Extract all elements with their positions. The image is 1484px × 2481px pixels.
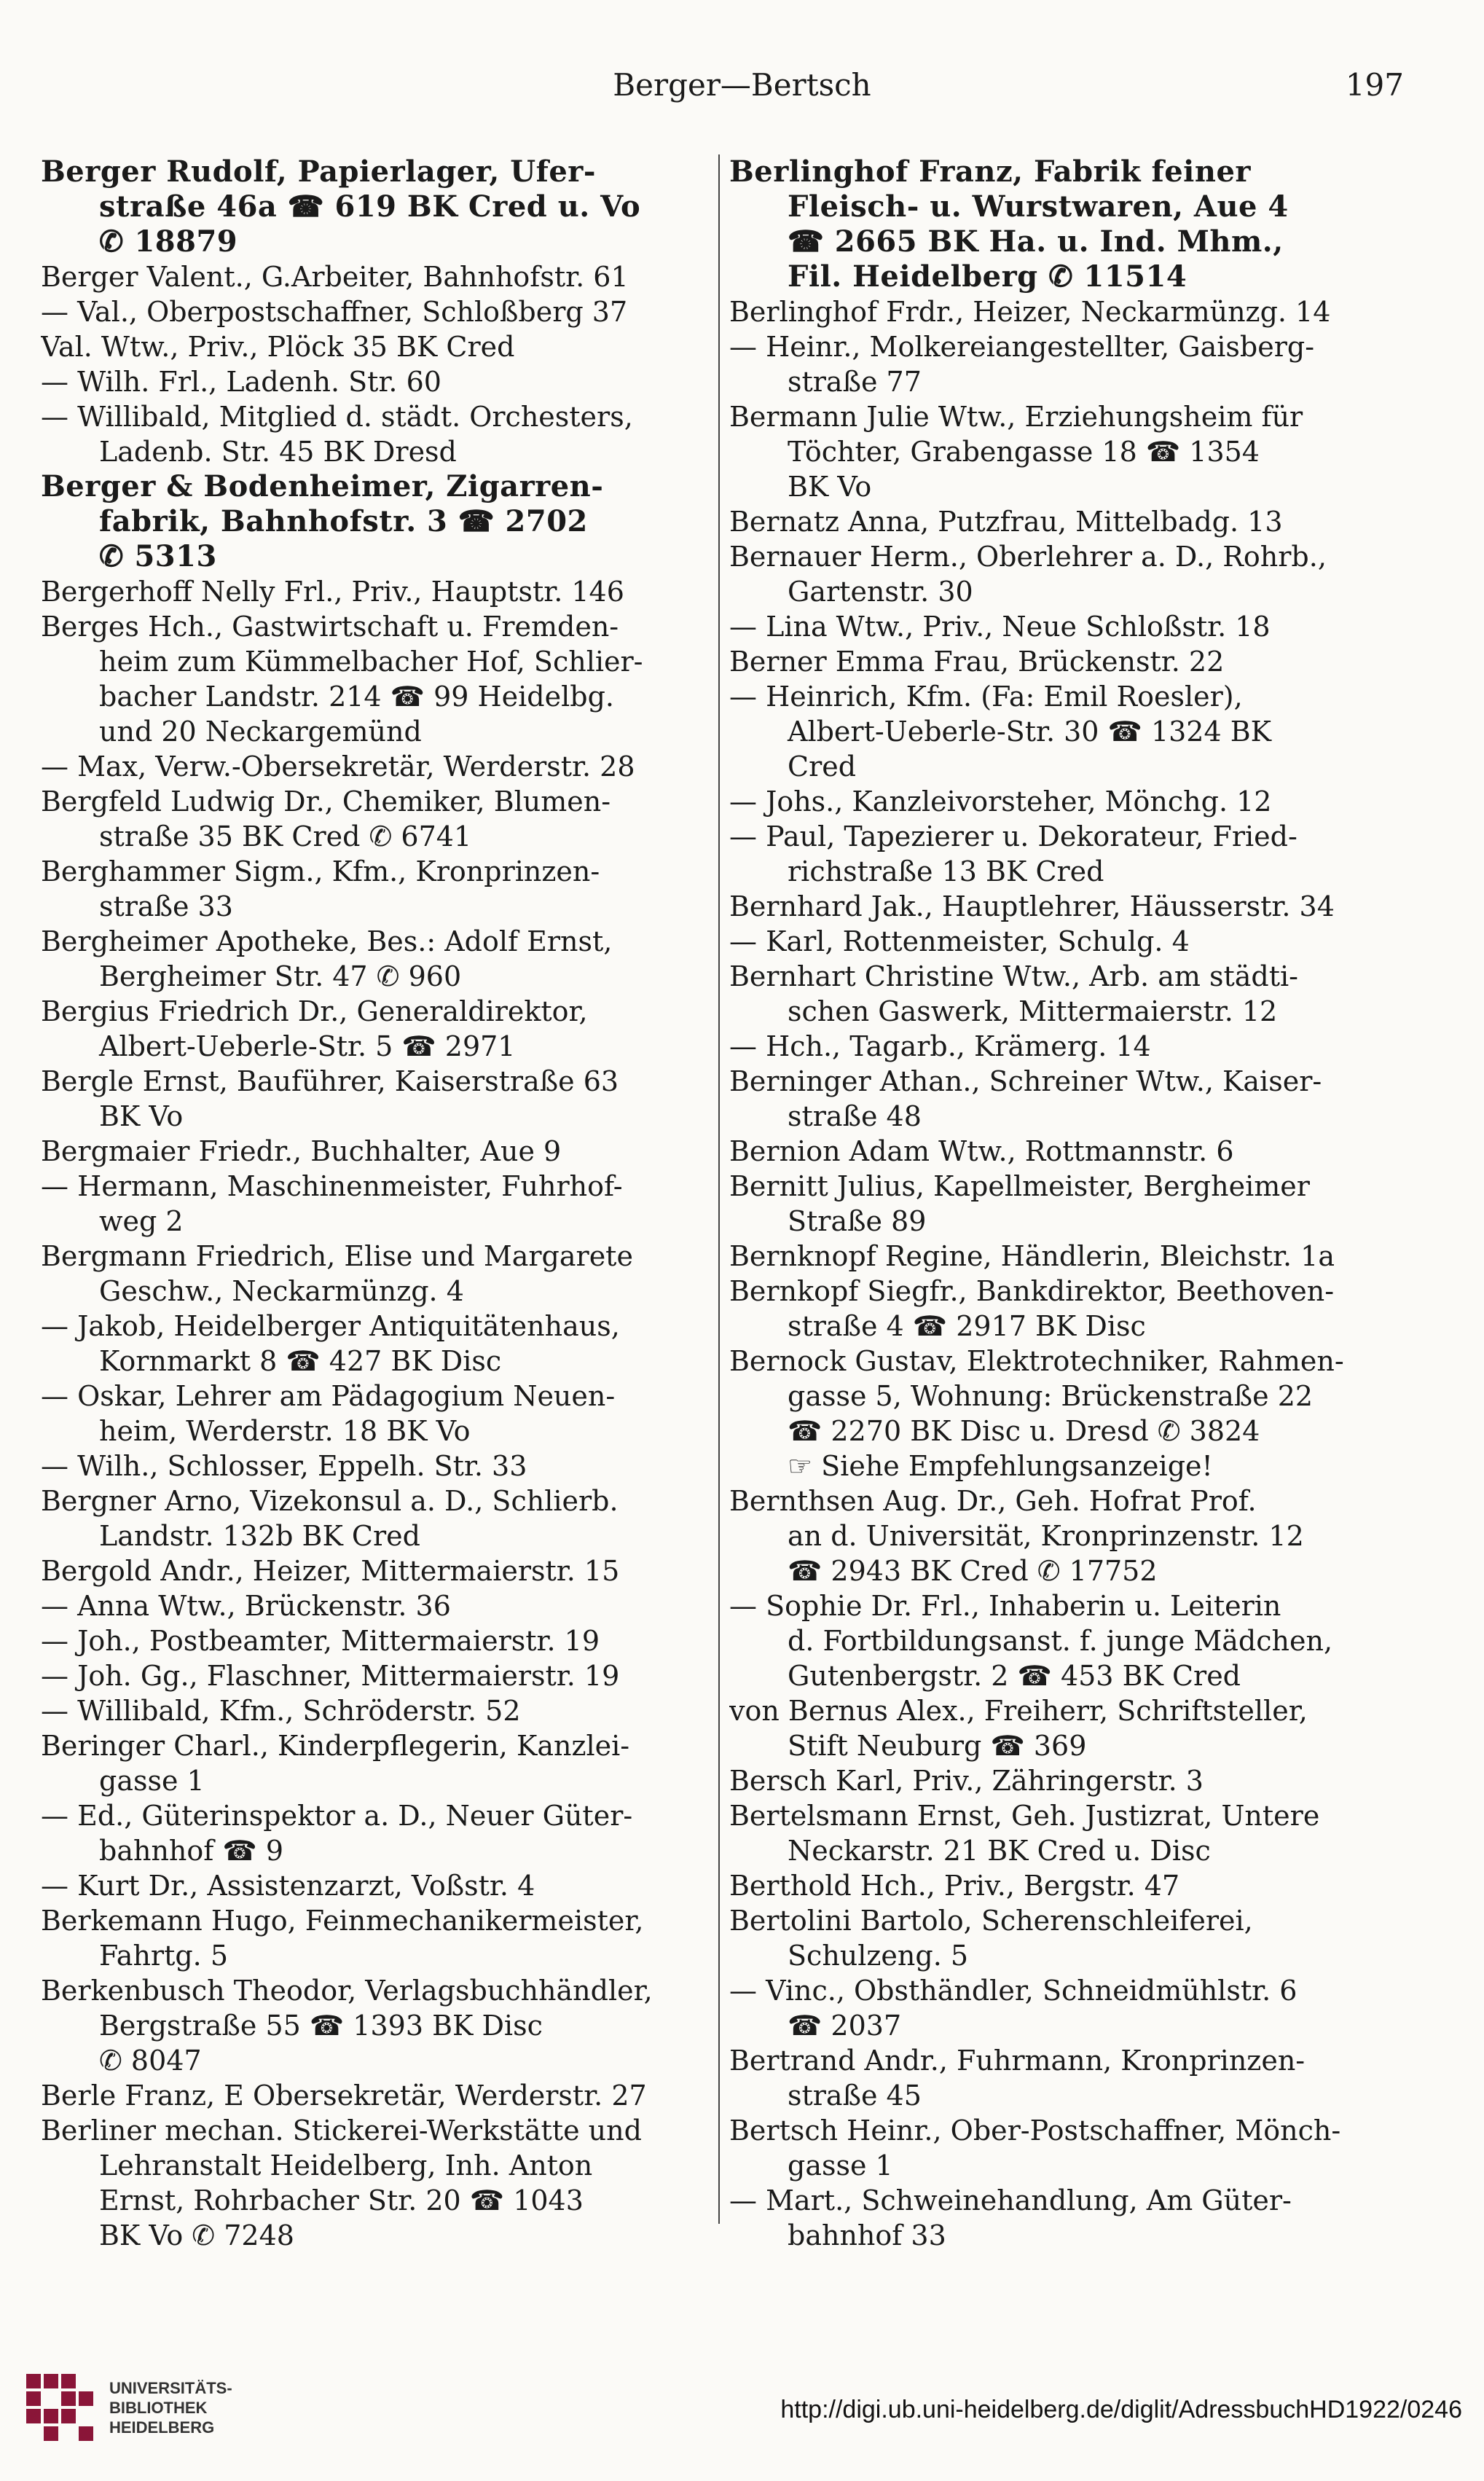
entry-line: Albert-Ueberle-Str. 5 ☎ 2971	[99, 1030, 516, 1062]
directory-entry	[41, 1064, 718, 1134]
entry-line: straße 4 ☎ 2917 BK Disc	[788, 1310, 1146, 1342]
entry-line: — Kurt Dr., Assistenzarzt, Voßstr. 4	[41, 1870, 535, 1902]
directory-entry	[729, 1029, 1356, 1064]
directory-entry	[41, 1449, 718, 1483]
directory-entry	[729, 644, 1356, 679]
logo-square	[79, 2391, 93, 2406]
directory-entry	[41, 294, 718, 329]
entry-line: ☎ 2943 BK Cred ✆ 17752	[788, 1555, 1158, 1587]
source-url-link[interactable]: http://digi.ub.uni-heidelberg.de/diglit/AdressbuchHD1922/0246	[780, 2396, 1462, 2423]
entry-line: Bernock Gustav, Elektrotechniker, Rahmen-	[729, 1345, 1344, 1377]
entry-line: fabrik, Bahnhofstr. 3 ☎ 2702	[99, 504, 588, 538]
entry-line: Bertrand Andr., Fuhrmann, Kronprinzen-	[729, 2045, 1306, 2077]
entry-line: schen Gaswerk, Mittermaierstr. 12	[788, 995, 1278, 1027]
entry-line: Stift Neuburg ☎ 369	[788, 1730, 1087, 1762]
entry-line: Bergfeld Ludwig Dr., Chemiker, Blumen-	[41, 785, 611, 818]
directory-entry	[729, 1798, 1356, 1868]
directory-entry	[729, 679, 1356, 784]
directory-entry	[41, 784, 718, 854]
entry-line: heim, Werderstr. 18 BK Vo	[99, 1415, 471, 1447]
entry-line: bahnhof 33	[788, 2219, 946, 2251]
entry-line: Bergius Friedrich Dr., Generaldirektor,	[41, 995, 588, 1027]
page-title: Berger—Bertsch	[613, 67, 871, 103]
entry-line: Bergle Ernst, Bauführer, Kaiserstraße 63	[41, 1065, 619, 1097]
entry-line: Berliner mechan. Stickerei-Werkstätte und	[41, 2114, 642, 2147]
entry-line: — Vinc., Obsthändler, Schneidmühlstr. 6	[729, 1975, 1297, 2007]
entry-line: Bernkopf Siegfr., Bankdirektor, Beethoven-	[729, 1275, 1335, 1307]
entry-line: — Johs., Kanzleivorsteher, Mönchg. 12	[729, 785, 1272, 818]
entry-line: — Wilh., Schlosser, Eppelh. Str. 33	[41, 1450, 527, 1482]
entry-line: — Paul, Tapezierer u. Dekorateur, Fried-	[729, 820, 1297, 853]
entry-line: Berthold Hch., Priv., Bergstr. 47	[729, 1870, 1180, 1902]
entry-line: bahnhof ☎ 9	[99, 1835, 284, 1867]
directory-entry	[41, 574, 718, 609]
entry-line: — Ed., Güterinspektor a. D., Neuer Güter-	[41, 1800, 633, 1832]
entry-line: Bersch Karl, Priv., Zähringerstr. 3	[729, 1765, 1204, 1797]
entry-line: — Heinrich, Kfm. (Fa: Emil Roesler),	[729, 681, 1243, 713]
entry-line: Lehranstalt Heidelberg, Inh. Anton	[99, 2149, 593, 2182]
entry-line: Bermann Julie Wtw., Erziehungsheim für	[729, 401, 1303, 433]
directory-entry	[41, 1169, 718, 1239]
entry-line: Cred	[788, 750, 857, 783]
entry-line: Ernst, Rohrbacher Str. 20 ☎ 1043	[99, 2184, 584, 2217]
entry-line: Berghammer Sigm., Kfm., Kronprinzen-	[41, 855, 600, 887]
directory-entry	[41, 1903, 718, 1973]
entry-line: Straße 89	[788, 1205, 927, 1237]
directory-entry	[41, 1134, 718, 1169]
page-number: 197	[1345, 67, 1404, 103]
directory-entry	[729, 2113, 1356, 2183]
entry-line: Val. Wtw., Priv., Plöck 35 BK Cred	[41, 331, 515, 363]
entry-line: Bernauer Herm., Oberlehrer a. D., Rohrb.,	[729, 541, 1327, 573]
entry-line: — Karl, Rottenmeister, Schulg. 4	[729, 925, 1190, 957]
logo-square	[26, 2374, 41, 2388]
entry-line: — Sophie Dr. Frl., Inhaberin u. Leiterin	[729, 1590, 1281, 1622]
entry-line: an d. Universität, Kronprinzenstr. 12	[788, 1520, 1304, 1552]
entry-line: Bergner Arno, Vizekonsul a. D., Schlierb.	[41, 1485, 619, 1517]
directory-entry	[729, 1344, 1356, 1483]
directory-entry	[41, 259, 718, 294]
entry-line: straße 45	[788, 2080, 922, 2112]
column-divider	[718, 154, 720, 2224]
entry-line: ✆ 8047	[99, 2045, 202, 2077]
entry-line: Bernion Adam Wtw., Rottmannstr. 6	[729, 1135, 1234, 1167]
directory-entry	[729, 959, 1356, 1029]
entry-line: gasse 1	[788, 2149, 893, 2182]
entry-line: — Joh. Gg., Flaschner, Mittermaierstr. 19	[41, 1660, 620, 1692]
entry-line: gasse 1	[99, 1765, 205, 1797]
logo-square	[61, 2409, 76, 2423]
directory-entry	[41, 994, 718, 1064]
entry-line: ☎ 2037	[788, 2010, 902, 2042]
directory-entry	[41, 1973, 718, 2078]
entry-line: Bernhard Jak., Hauptlehrer, Häusserstr. 34	[729, 890, 1335, 922]
entry-line: Bergmann Friedrich, Elise und Margarete	[41, 1240, 633, 1272]
entry-line: BK Vo ✆ 7248	[99, 2219, 294, 2251]
entry-line: Töchter, Grabengasse 18 ☎ 1354	[788, 436, 1260, 468]
entry-line: Schulzeng. 5	[788, 1940, 969, 1972]
directory-entry	[41, 1483, 718, 1553]
directory-entry	[41, 2078, 718, 2113]
entry-line: Bernhart Christine Wtw., Arb. am städti-	[729, 960, 1298, 992]
directory-entry	[41, 1623, 718, 1658]
entry-line: straße 33	[99, 890, 233, 922]
entry-line: — Heinr., Molkereiangestellter, Gaisberg-	[729, 331, 1315, 363]
directory-entry	[41, 1309, 718, 1379]
entry-line: Bernknopf Regine, Händlerin, Bleichstr. 1a	[729, 1240, 1335, 1272]
logo-square	[26, 2391, 41, 2406]
entry-line: gasse 5, Wohnung: Brückenstraße 22	[788, 1380, 1314, 1412]
left-column	[41, 154, 718, 2253]
directory-entry	[41, 1868, 718, 1903]
entry-line: — Willibald, Mitglied d. städt. Orchesters,	[41, 401, 633, 433]
entry-line: — Max, Verw.-Obersekretär, Werderstr. 28	[41, 750, 635, 783]
logo-square	[44, 2409, 58, 2423]
directory-entry	[41, 924, 718, 994]
entry-line: Bernatz Anna, Putzfrau, Mittelbadg. 13	[729, 506, 1283, 538]
entry-line: Gartenstr. 30	[788, 576, 973, 608]
library-name-line: BIBLIOTHEK	[109, 2399, 208, 2417]
logo-square	[61, 2374, 76, 2388]
entry-line: Berger & Bodenheimer, Zigarren-	[41, 469, 604, 503]
entry-line: Bertelsmann Ernst, Geh. Justizrat, Untere	[729, 1800, 1320, 1832]
directory-entry	[729, 1693, 1356, 1763]
entry-line: Berkemann Hugo, Feinmechanikermeister,	[41, 1905, 644, 1937]
library-name	[109, 2378, 232, 2437]
directory-entry	[729, 329, 1356, 399]
entry-line: Landstr. 132b BK Cred	[99, 1520, 420, 1552]
directory-entry	[729, 819, 1356, 889]
directory-entry	[729, 609, 1356, 644]
directory-entry	[41, 1798, 718, 1868]
directory-entry	[729, 1973, 1356, 2043]
directory-entry	[729, 1064, 1356, 1134]
directory-entry	[729, 1868, 1356, 1903]
directory-entry	[41, 749, 718, 784]
directory-entry	[729, 924, 1356, 959]
entry-line: Bernthsen Aug. Dr., Geh. Hofrat Prof.	[729, 1485, 1257, 1517]
directory-entry	[41, 399, 718, 469]
entry-line: straße 77	[788, 366, 922, 398]
entry-line: — Willibald, Kfm., Schröderstr. 52	[41, 1695, 521, 1727]
entry-line: Bertsch Heinr., Ober-Postschaffner, Mönch-	[729, 2114, 1341, 2147]
directory-entry	[729, 784, 1356, 819]
entry-line: bacher Landstr. 214 ☎ 99 Heidelbg.	[99, 681, 615, 713]
entry-line: ☞ Siehe Empfehlungsanzeige!	[788, 1450, 1213, 1482]
entry-line: — Lina Wtw., Priv., Neue Schloßstr. 18	[729, 611, 1271, 643]
directory-entry	[729, 2183, 1356, 2253]
directory-entry	[729, 539, 1356, 609]
entry-line: Albert-Ueberle-Str. 30 ☎ 1324 BK	[788, 716, 1272, 748]
entry-line: Bergerhoff Nelly Frl., Priv., Hauptstr. 146	[41, 576, 624, 608]
entry-line: Neckarstr. 21 BK Cred u. Disc	[788, 1835, 1211, 1867]
logo-square	[61, 2391, 76, 2406]
entry-line: — Joh., Postbeamter, Mittermaierstr. 19	[41, 1625, 600, 1657]
entry-line: Bergstraße 55 ☎ 1393 BK Disc	[99, 2010, 543, 2042]
entry-line: — Val., Oberpostschaffner, Schloßberg 37	[41, 296, 628, 328]
directory-entry	[41, 1728, 718, 1798]
directory-entry	[41, 1553, 718, 1588]
directory-entry	[729, 399, 1356, 504]
directory-entry	[41, 154, 718, 259]
entry-line: — Wilh. Frl., Ladenh. Str. 60	[41, 366, 441, 398]
entry-line: Fleisch- u. Wurstwaren, Aue 4	[788, 189, 1289, 224]
logo-square	[26, 2409, 41, 2423]
entry-line: Bergold Andr., Heizer, Mittermaierstr. 15	[41, 1555, 620, 1587]
entry-line: heim zum Kümmelbacher Hof, Schlier-	[99, 646, 643, 678]
directory-entry	[41, 2113, 718, 2253]
entry-line: Berkenbusch Theodor, Verlagsbuchhändler,	[41, 1975, 653, 2007]
running-head	[0, 67, 1484, 111]
entry-line: Fil. Heidelberg ✆ 11514	[788, 259, 1187, 294]
entry-line: Berner Emma Frau, Brückenstr. 22	[729, 646, 1225, 678]
entry-line: Ladenb. Str. 45 BK Dresd	[99, 436, 457, 468]
directory-entry	[41, 1379, 718, 1449]
directory-entry	[41, 1693, 718, 1728]
entry-line: Bernitt Julius, Kapellmeister, Bergheimer	[729, 1170, 1310, 1202]
directory-entry	[729, 1588, 1356, 1693]
logo-square	[44, 2374, 58, 2388]
directory-entry	[41, 854, 718, 924]
entry-line: von Bernus Alex., Freiherr, Schriftsteller,	[729, 1695, 1308, 1727]
entry-line: Berger Rudolf, Papierlager, Ufer-	[41, 154, 596, 189]
entry-line: Berle Franz, E Obersekretär, Werderstr. 27	[41, 2080, 647, 2112]
entry-line: ✆ 18879	[99, 224, 238, 259]
directory-entry	[729, 154, 1356, 294]
directory-entry	[729, 2043, 1356, 2113]
entry-line: Berlinghof Franz, Fabrik feiner	[729, 154, 1251, 189]
directory-entry	[41, 1239, 718, 1309]
entry-line: ☎ 2270 BK Disc u. Dresd ✆ 3824	[788, 1415, 1260, 1447]
logo-square	[79, 2426, 93, 2441]
entry-line: Bergheimer Apotheke, Bes.: Adolf Ernst,	[41, 925, 613, 957]
directory-entry	[729, 504, 1356, 539]
entry-line: Fahrtg. 5	[99, 1940, 229, 1972]
directory-entry	[41, 1588, 718, 1623]
university-library-logo-icon	[20, 2368, 101, 2448]
entry-line: straße 48	[788, 1100, 922, 1132]
entry-line: — Jakob, Heidelberger Antiquitätenhaus,	[41, 1310, 620, 1342]
entry-line: — Hermann, Maschinenmeister, Fuhrhof-	[41, 1170, 623, 1202]
entry-line: Kornmarkt 8 ☎ 427 BK Disc	[99, 1345, 502, 1377]
entry-line: — Anna Wtw., Brückenstr. 36	[41, 1590, 451, 1622]
entry-line: Beringer Charl., Kinderpflegerin, Kanzlei-	[41, 1730, 630, 1762]
entry-line: Bergmaier Friedr., Buchhalter, Aue 9	[41, 1135, 562, 1167]
entry-line: Berlinghof Frdr., Heizer, Neckarmünzg. 14	[729, 296, 1331, 328]
directory-entry	[41, 1658, 718, 1693]
logo-square	[44, 2426, 58, 2441]
right-column	[729, 154, 1356, 2253]
entry-line: d. Fortbildungsanst. f. junge Mädchen,	[788, 1625, 1333, 1657]
entry-line: Bergheimer Str. 47 ✆ 960	[99, 960, 462, 992]
entry-line: ✆ 5313	[99, 539, 217, 573]
entry-line: — Mart., Schweinehandlung, Am Güter-	[729, 2184, 1292, 2217]
entry-line: BK Vo	[788, 471, 872, 503]
library-name-line: UNIVERSITÄTS-	[109, 2379, 232, 2397]
directory-entry	[729, 1483, 1356, 1588]
entry-line: weg 2	[99, 1205, 184, 1237]
entry-line: straße 35 BK Cred ✆ 6741	[99, 820, 472, 853]
directory-entry	[729, 1763, 1356, 1798]
directory-entry	[729, 294, 1356, 329]
directory-entry	[729, 889, 1356, 924]
entry-line: — Oskar, Lehrer am Pädagogium Neuen-	[41, 1380, 616, 1412]
entry-line: richstraße 13 BK Cred	[788, 855, 1104, 887]
directory-entry	[41, 609, 718, 749]
entry-line: ☎ 2665 BK Ha. u. Ind. Mhm.,	[788, 224, 1284, 259]
entry-line: BK Vo	[99, 1100, 184, 1132]
entry-line: Bertolini Bartolo, Scherenschleiferei,	[729, 1905, 1253, 1937]
entry-line: Geschw., Neckarmünzg. 4	[99, 1275, 464, 1307]
directory-entry	[41, 329, 718, 364]
footer	[0, 2368, 1484, 2481]
directory-entry	[729, 1274, 1356, 1344]
directory-entry	[729, 1169, 1356, 1239]
directory-entry	[729, 1239, 1356, 1274]
library-name-line: HEIDELBERG	[109, 2418, 215, 2437]
directory-entry	[729, 1134, 1356, 1169]
directory-entry	[41, 469, 718, 574]
entry-line: — Hch., Tagarb., Krämerg. 14	[729, 1030, 1151, 1062]
entry-line: straße 46a ☎ 619 BK Cred u. Vo	[99, 189, 641, 224]
entry-line: Gutenbergstr. 2 ☎ 453 BK Cred	[788, 1660, 1241, 1692]
entry-line: und 20 Neckargemünd	[99, 716, 422, 748]
directory-entry	[729, 1903, 1356, 1973]
directory-entry	[41, 364, 718, 399]
entry-line: Berges Hch., Gastwirtschaft u. Fremden-	[41, 611, 619, 643]
entry-line: Berninger Athan., Schreiner Wtw., Kaiser-	[729, 1065, 1322, 1097]
entry-line: Berger Valent., G.Arbeiter, Bahnhofstr. 61	[41, 261, 629, 293]
